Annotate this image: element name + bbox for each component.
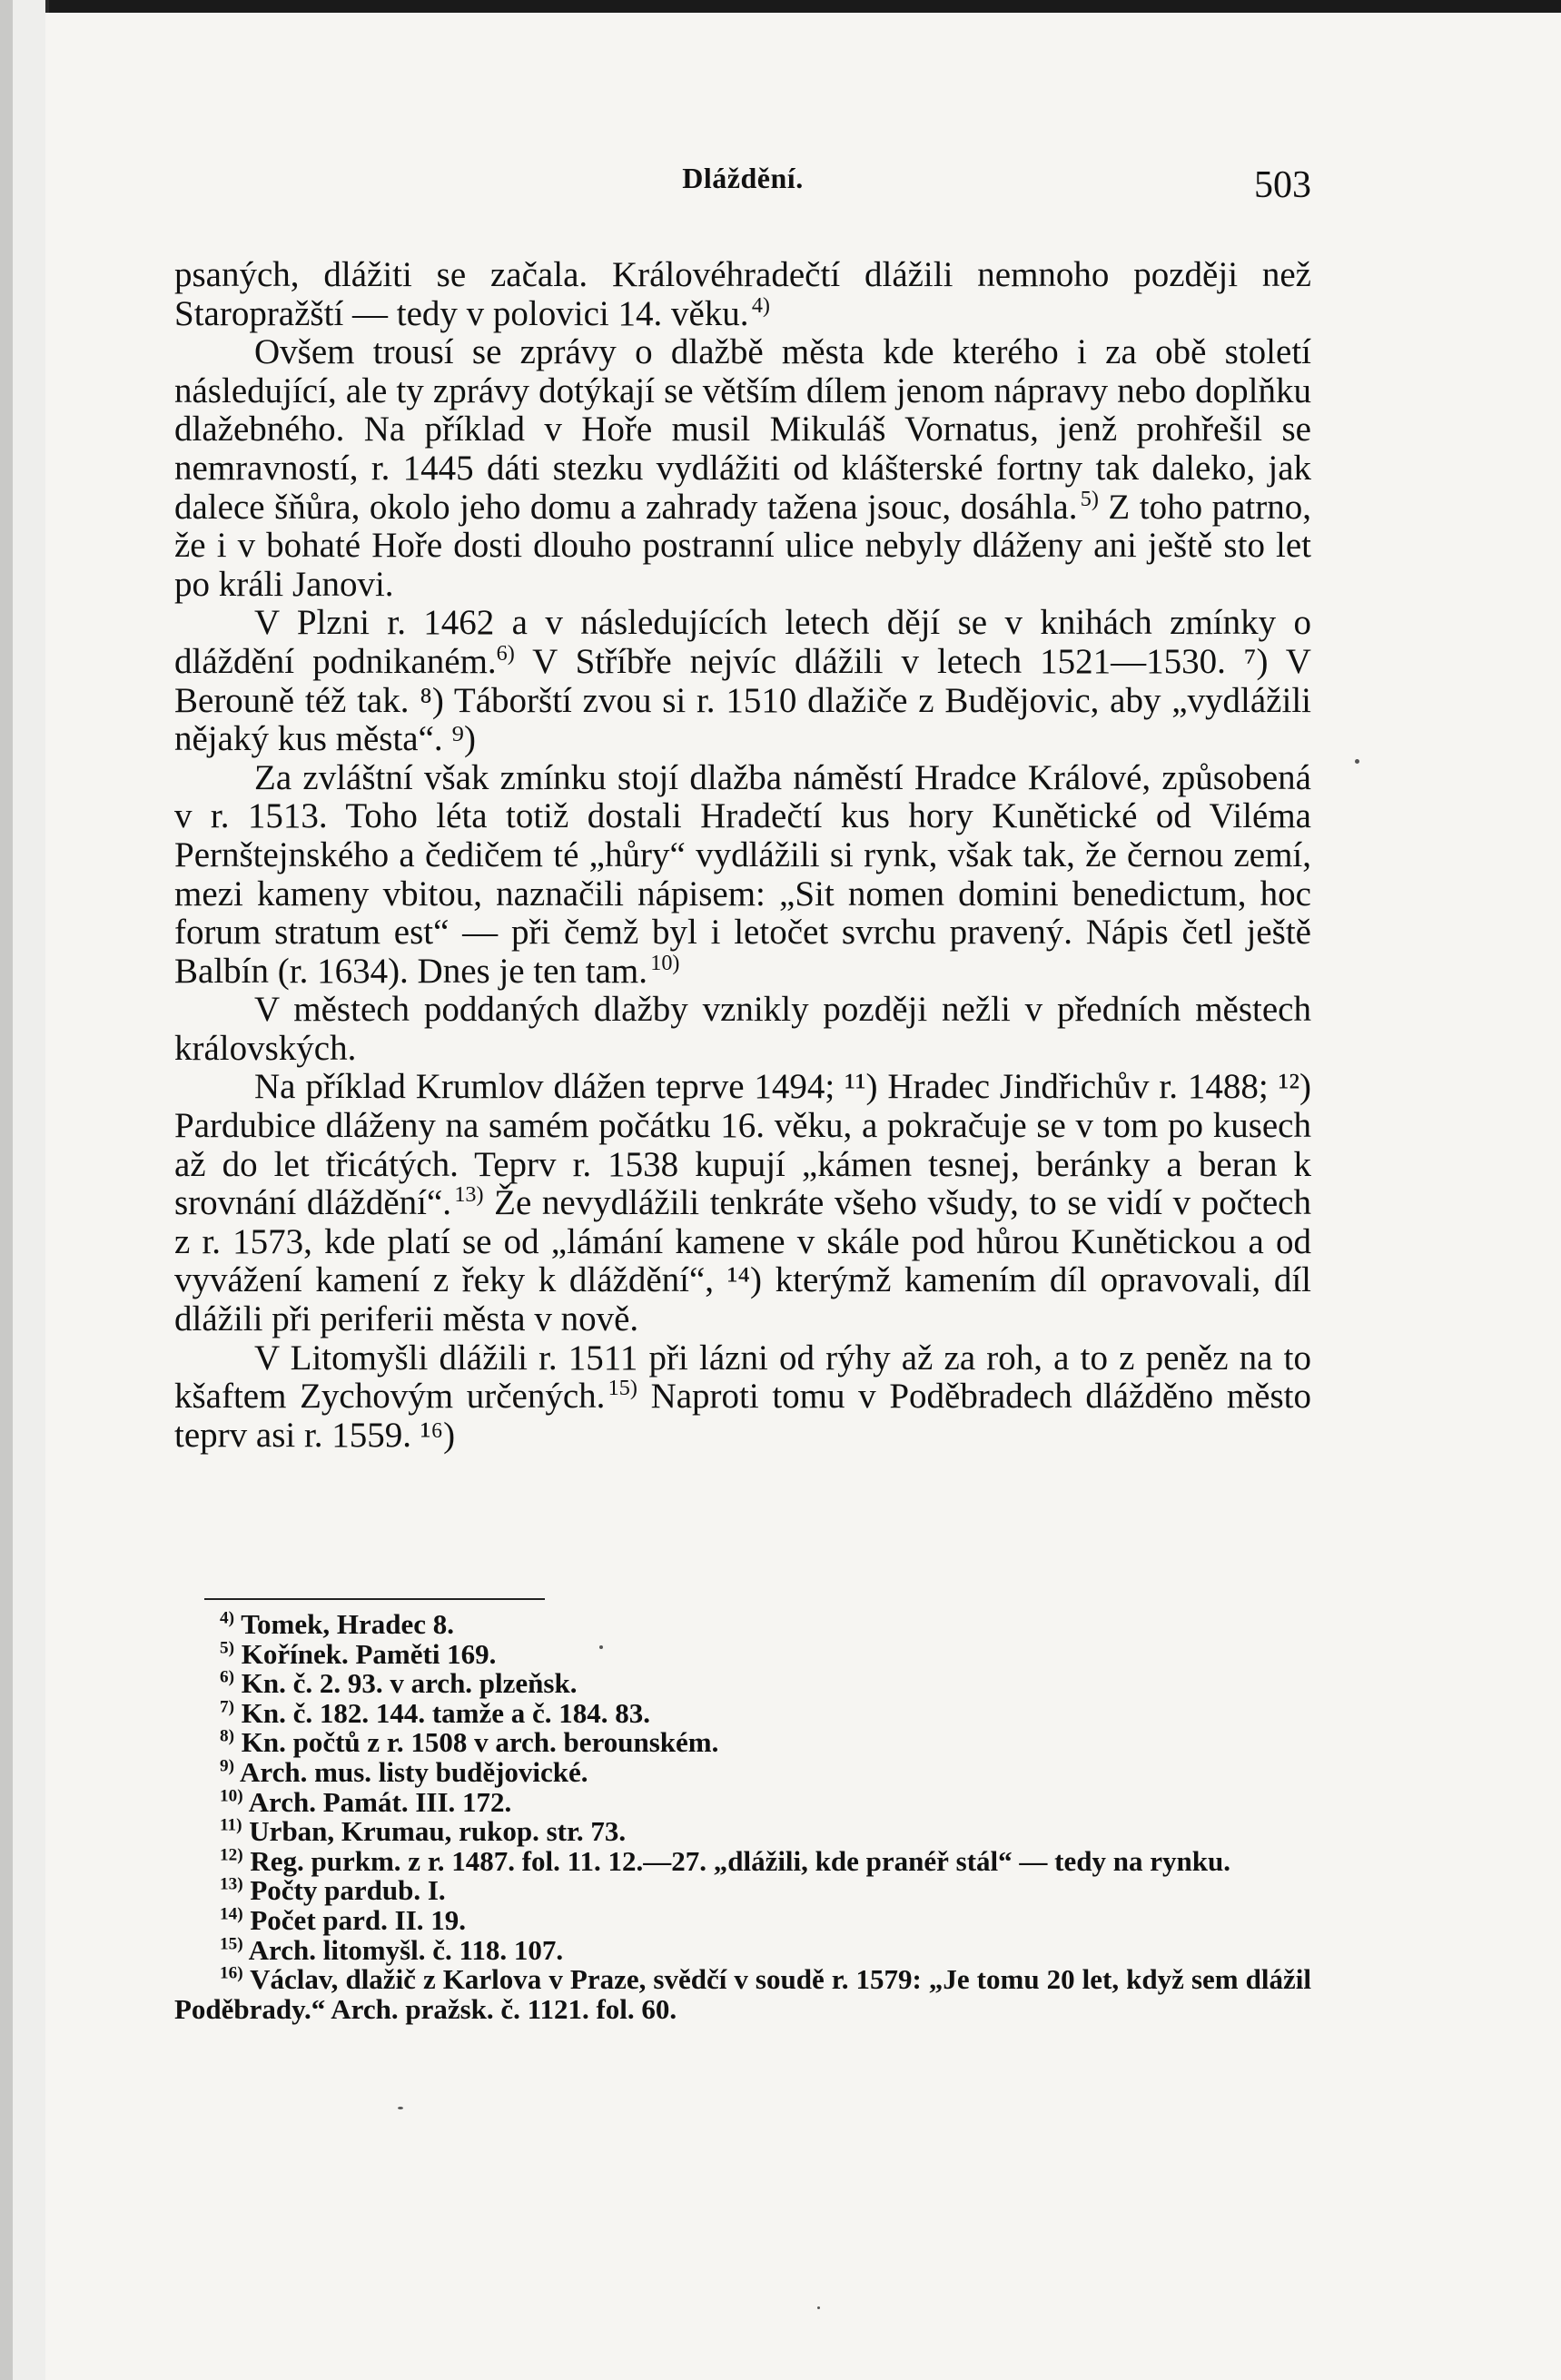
footnote-ref: 6) (496, 640, 515, 666)
footnote: $^{15)}$ Arch. litomyšl. č. 118. 107. (220, 1933, 564, 1966)
footnote: $^{13)}$ Počty pardub. I. (220, 1874, 446, 1907)
footnote: $^{14)}$ Počet pard. II. 19. (220, 1903, 467, 1936)
paragraph: V Plzni r. 1462 a v následujících letech dějí se v knihách zmínky o dláždění podnikaném.$^{6)}$ V Stříbře nejvíc dlážili v letech 1521—1530. ⁷) V Berouně též tak. ⁸) Táborští zvou si r. 1510 dlažiče z Budějovic, aby „vydlážili nějaký kus města“. ⁹) (174, 603, 1311, 759)
footnote: $^{7)}$ Kn. č. 182. 144. tamže a č. 184. 83. (220, 1696, 651, 1729)
footnote-ref: 5) (1080, 486, 1099, 511)
footnote-ref: 4) (751, 292, 770, 318)
main-text (174, 256, 1311, 1455)
footnotes (174, 1610, 1311, 2024)
paragraph: V městech poddaných dlažby vznikly později nežli v předních městech královských. (174, 990, 1311, 1068)
footnote-ref: 13) (454, 1182, 484, 1208)
scan-speck (599, 1645, 603, 1649)
scan-speck (817, 2306, 820, 2309)
footnote: $^{8)}$ Kn. počtů z r. 1508 v arch. berounském. (220, 1726, 719, 1759)
scan-speck (398, 2107, 403, 2109)
paragraph: Za zvláštní však zmínku stojí dlažba náměstí Hradce Králové, způsobená v r. 1513. Toho léta totiž dostali Hradečtí kus hory Kunětické od Viléma Pernštejnského a čedičem té „hůry“ vydlážili si rynk, však tak, že černou zemí, mezi kameny vbitou, naznačili nápisem: „Sit nomen domini benedictum, hoc forum stratum est“ — při čemž byl i letočet svrchu pravený. Nápis četl ještě Balbín (r. 1634). Dnes je ten tam. $^{10)}$ (174, 757, 1311, 991)
page-number: 503 (1254, 164, 1311, 206)
footnote-separator (204, 1598, 545, 1600)
footnote-ref: 10) (650, 950, 680, 975)
footnote: $^{6)}$ Kn. č. 2. 93. v arch. plzeňsk. (220, 1667, 578, 1700)
paragraph: psaných, dlážiti se začala. Královéhradečtí dlážili nemnoho později než Staropražští — tedy v polovici 14. věku. $^{4)}$ (174, 255, 1311, 333)
scan-speck (1355, 759, 1359, 764)
footnote: $^{4)}$ Tomek, Hradec 8. (220, 1608, 454, 1640)
footnote-ref: 15) (608, 1376, 637, 1401)
footnote: $^{11)}$ Urban, Krumau, rukop. str. 73. (220, 1815, 627, 1848)
paragraph: Na příklad Krumlov dlážen teprve 1494; ¹¹) Hradec Jindřichův r. 1488; ¹²) Pardubice dláženy na samém počátku 16. věku, a pokračuje se v tom po kusech až do let třicátých. Teprv r. 1538 kupují „kámen tesnej, beránky a beran k srovnání dláždění“. $^{13)}$ Že nevydlážili tenkráte všeho všudy, to se vidí v počtech z r. 1573, kde platí se od „lámání kamene v skále pod hůrou Kunětickou a od vyvážení kamení z řeky k dláždění“, ¹⁴) kterýmž kamením díl opravovali, díl dlážili při periferii města v nově. (174, 1067, 1311, 1339)
paragraph: Ovšem trousí se zprávy o dlažbě města kde kterého i za obě století následující, ale ty zprávy dotýkají se větším dílem jenom nápravy nebo doplňku dlažebného. Na příklad v Hoře musil Mikuláš Vornatus, jenž prohřešil se nemravností, r. 1445 dáti stezku vydlážiti od klášterské fortny tak daleko, jak dalece šňůra, okolo jeho domu a zahrady tažena jsouc, dosáhla. $^{5)}$ Z toho patrno, že i v bohaté Hoře dosti dlouho postranní ulice nebyly dláženy ani ještě sto let po králi Janovi. (174, 332, 1311, 604)
page-header (174, 162, 1311, 207)
page-gutter-shadow (0, 0, 13, 2380)
footnote: $^{9)}$ Arch. mus. listy budějovické. (220, 1755, 588, 1788)
paragraph: V Litomyšli dlážili r. 1511 při lázni od rýhy až za roh, a to z peněz na to kšaftem Zychovým určených. $^{15)}$ Naproti tomu v Poděbradech dlážděno město teprv asi r. 1559. ¹⁶) (174, 1338, 1311, 1455)
running-title: Dláždění. (682, 162, 804, 194)
footnote: $^{5)}$ Kořínek. Paměti 169. (220, 1637, 497, 1670)
footnote: $^{10)}$ Arch. Památ. III. 172. (220, 1785, 512, 1818)
footnote: $^{12)}$ Reg. purkm. z r. 1487. fol. 11. 12.—27. „dlážili, kde pranéř stál“ — tedy na rynku. (220, 1844, 1230, 1877)
footnote: $^{16)}$ Václav, dlažič z Karlova v Praze, svědčí v soudě r. 1579: „Je tomu 20 let, když sem dlážil Poděbrady.“ Arch. pražsk. č. 1121. fol. 60. (174, 1963, 1311, 2025)
